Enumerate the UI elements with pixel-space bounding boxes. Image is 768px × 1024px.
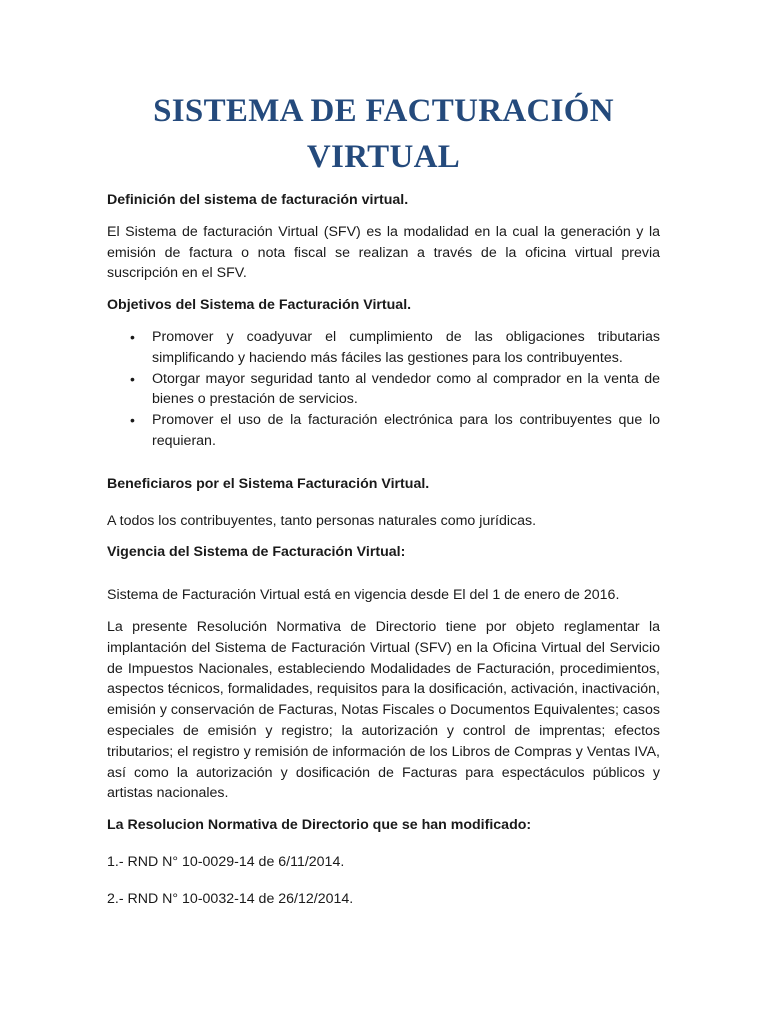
title-line-2: VIRTUAL xyxy=(306,139,461,175)
bullet-icon: • xyxy=(130,370,135,387)
beneficiarios-paragraph: A todos los contribuyentes, tanto personas naturales como jurídicas. xyxy=(107,512,537,529)
modificado-heading: La Resolucion Normativa de Directorio que se han modificado: xyxy=(107,817,532,834)
resolucion-paragraph: La presente Resolución Normativa de Directorio tiene por objeto reglamentar la implantación del Sistema de Facturación Virtual (SFV) en la Oficina Virtual del Servicio de Impuestos Nacionales, estableciendo Modalidades de Facturación, procedimientos, aspectos técnicos, formalidades, requisitos para la dosificación, activación, inactivación, emisión y conservación de Facturas, Notas Fiscales o Documentos Equivalentes; casos especiales de emisión y registro; la autorización y control de imprentas; efectos tributarios; el registro y remisión de información de los Libros de Compras y Ventas IVA, así como la autorización y dosificación de Facturas para espectáculos públicos y artistas nacionales. xyxy=(107,618,660,802)
bullet-icon: • xyxy=(130,328,135,345)
vigencia-paragraph: Sistema de Facturación Virtual está en vigencia desde El del 1 de enero de 2016. xyxy=(107,587,620,604)
title-line-1: SISTEMA DE FACTURACIÓN xyxy=(153,93,614,129)
list-item-text: Otorgar mayor seguridad tanto al vendedor como al comprador en la venta de bienes o prestación de servicios. xyxy=(152,370,660,408)
document-page xyxy=(107,88,660,921)
bullet-icon: • xyxy=(130,412,135,429)
modificado-item-1: 1.- RND N° 10-0029-14 de 6/11/2014. xyxy=(107,853,345,870)
list-item-text: Promover el uso de la facturación electrónica para los contribuyentes que lo requieran. xyxy=(152,412,660,449)
list-item-text: Promover y coadyuvar el cumplimiento de las obligaciones tributarias simplificando y haciendo más fáciles las gestiones para los contribuyentes. xyxy=(152,328,660,366)
document-title xyxy=(107,88,660,180)
beneficiarios-heading: Beneficiaros por el Sistema Facturación Virtual. xyxy=(107,475,430,492)
list-item xyxy=(107,410,660,452)
vigencia-heading: Vigencia del Sistema de Facturación Virtual: xyxy=(107,544,406,561)
objetivos-list xyxy=(107,327,660,452)
list-item xyxy=(107,369,660,411)
modificado-item-2: 2.- RND N° 10-0032-14 de 26/12/2014. xyxy=(107,890,354,907)
definicion-heading: Definición del sistema de facturación virtual. xyxy=(107,192,409,208)
objetivos-heading: Objetivos del Sistema de Facturación Virtual. xyxy=(107,297,412,314)
definicion-paragraph: El Sistema de facturación Virtual (SFV) es la modalidad en la cual la generación y la emisión de factura o nota fiscal se realizan a través de la oficina virtual previa suscripción en el SFV. xyxy=(107,223,660,282)
list-item xyxy=(107,327,660,369)
